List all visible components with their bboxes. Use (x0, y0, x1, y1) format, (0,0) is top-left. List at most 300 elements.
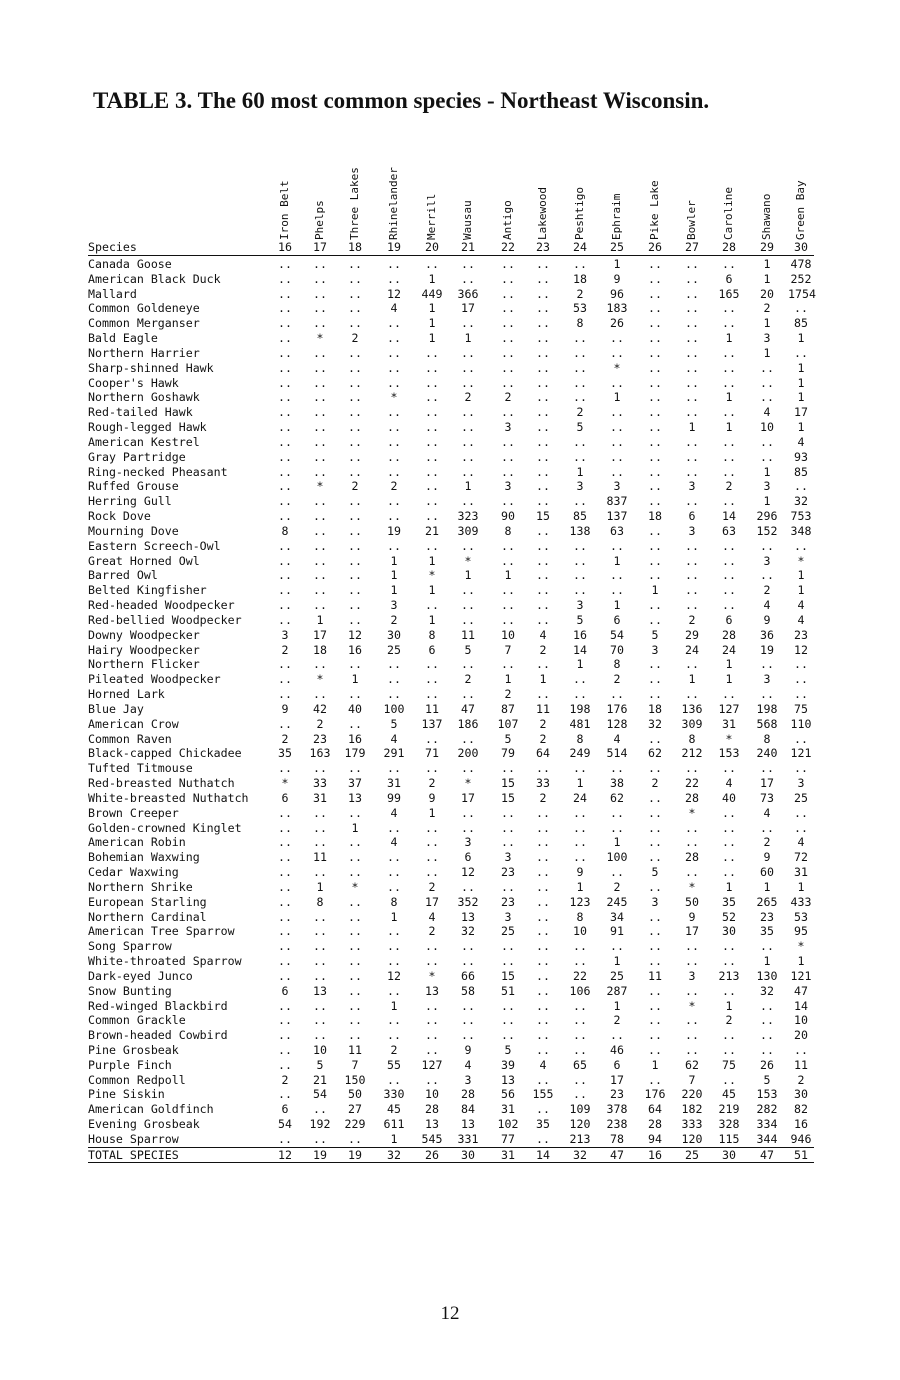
count-cell: .. (461, 687, 475, 702)
count-cell: 309 (457, 523, 479, 538)
count-cell: 4 (464, 1057, 472, 1072)
count-cell: 1 (797, 375, 805, 390)
count-cell: 53 (794, 909, 808, 924)
count-cell: .. (648, 820, 662, 835)
count-cell: .. (313, 257, 327, 271)
count-cell: .. (722, 405, 736, 420)
count-cell: .. (536, 909, 550, 924)
count-cell: .. (501, 761, 515, 776)
count-cell: .. (278, 538, 292, 553)
count-cell: .. (610, 538, 624, 553)
count-cell: 213 (718, 968, 740, 983)
count-cell: 24 (685, 642, 699, 657)
count-cell: 35 (722, 894, 736, 909)
count-cell: .. (648, 761, 662, 776)
count-cell: 2 (281, 1072, 289, 1087)
count-cell: 1 (428, 316, 436, 331)
count-cell: 75 (794, 701, 808, 716)
species-name: Bohemian Waxwing (88, 850, 200, 865)
count-cell: 45 (722, 1087, 736, 1102)
count-cell: .. (348, 865, 362, 880)
count-cell: .. (794, 301, 808, 316)
count-cell: .. (536, 583, 550, 598)
count-cell: 18 (648, 701, 662, 716)
count-cell: .. (685, 687, 699, 702)
count-cell: 1 (428, 331, 436, 346)
count-cell: 47 (794, 983, 808, 998)
count-cell: .. (425, 405, 439, 420)
count-cell: 3 (688, 968, 696, 983)
count-cell: 1 (428, 301, 436, 316)
count-cell: 3 (763, 479, 771, 494)
count-cell: .. (610, 405, 624, 420)
count-cell: .. (278, 286, 292, 301)
count-cell: * (797, 939, 805, 954)
count-cell: .. (794, 687, 808, 702)
count-cell: .. (313, 805, 327, 820)
count-cell: .. (648, 850, 662, 865)
count-cell: 433 (790, 894, 812, 909)
species-name: American Black Duck (88, 271, 221, 286)
count-cell: 8 (576, 731, 584, 746)
count-cell: .. (348, 301, 362, 316)
count-cell: 115 (718, 1131, 740, 1146)
total-cell: 30 (722, 1147, 736, 1162)
count-cell: .. (610, 939, 624, 954)
total-cell: 26 (425, 1147, 439, 1162)
count-cell: 153 (756, 1087, 778, 1102)
count-cell: .. (461, 939, 475, 954)
count-cell: .. (278, 479, 292, 494)
count-cell: .. (536, 375, 550, 390)
count-cell: 287 (606, 983, 628, 998)
count-cell: .. (313, 390, 327, 405)
count-cell: .. (573, 360, 587, 375)
count-cell: .. (610, 449, 624, 464)
count-cell: .. (536, 553, 550, 568)
location-number: 24 (573, 240, 587, 254)
count-cell: 128 (606, 716, 628, 731)
species-name: Blue Jay (88, 701, 144, 716)
count-cell: .. (461, 1013, 475, 1028)
count-cell: .. (387, 271, 401, 286)
count-cell: .. (501, 257, 515, 271)
count-cell: .. (685, 865, 699, 880)
species-name: Northern Cardinal (88, 909, 207, 924)
count-cell: 38 (610, 776, 624, 791)
count-cell: .. (348, 390, 362, 405)
count-cell: 106 (569, 983, 591, 998)
count-cell: .. (685, 568, 699, 583)
count-cell: 753 (790, 509, 812, 524)
count-cell: 837 (606, 494, 628, 509)
species-name: Northern Goshawk (88, 390, 200, 405)
count-cell: 30 (794, 1087, 808, 1102)
count-cell: 1 (316, 879, 324, 894)
count-cell: 1 (613, 553, 621, 568)
count-cell: .. (722, 983, 736, 998)
species-name: Eastern Screech-Owl (88, 538, 221, 553)
count-cell: 45 (387, 1102, 401, 1117)
count-cell: 1 (797, 568, 805, 583)
count-cell: .. (425, 420, 439, 435)
count-cell: .. (648, 360, 662, 375)
count-cell: .. (278, 1013, 292, 1028)
count-cell: .. (685, 598, 699, 613)
total-cell: 32 (573, 1147, 587, 1162)
count-cell: .. (313, 924, 327, 939)
count-cell: .. (648, 538, 662, 553)
species-name: Pine Siskin (88, 1087, 165, 1102)
count-cell: 14 (722, 509, 736, 524)
count-cell: .. (722, 687, 736, 702)
count-cell: 19 (760, 642, 774, 657)
total-cell: 16 (648, 1147, 662, 1162)
count-cell: .. (348, 1013, 362, 1028)
count-cell: .. (648, 405, 662, 420)
count-cell: 11 (313, 850, 327, 865)
count-cell: 1 (763, 494, 771, 509)
count-cell: .. (573, 1028, 587, 1043)
count-cell: 25 (610, 968, 624, 983)
count-cell: 198 (756, 701, 778, 716)
count-cell: .. (348, 716, 362, 731)
count-cell: .. (794, 731, 808, 746)
count-cell: .. (461, 612, 475, 627)
count-cell: 3 (763, 331, 771, 346)
count-cell: 9 (576, 865, 584, 880)
count-cell: 85 (573, 509, 587, 524)
count-cell: .. (501, 286, 515, 301)
count-cell: .. (461, 257, 475, 271)
species-name: Barred Owl (88, 568, 158, 583)
count-cell: .. (278, 434, 292, 449)
count-cell: .. (685, 390, 699, 405)
count-cell: 309 (681, 716, 703, 731)
count-cell: 8 (613, 657, 621, 672)
count-cell: 1 (428, 612, 436, 627)
count-cell: .. (313, 449, 327, 464)
count-cell: 449 (421, 286, 443, 301)
location-name: Pike Lake (648, 180, 661, 240)
count-cell: 5 (316, 1057, 324, 1072)
count-cell: .. (536, 405, 550, 420)
count-cell: 16 (573, 627, 587, 642)
count-cell: 4 (539, 1057, 547, 1072)
count-cell: 6 (428, 642, 436, 657)
count-cell: .. (685, 345, 699, 360)
count-cell: .. (685, 939, 699, 954)
count-cell: 17 (461, 301, 475, 316)
count-cell: 296 (756, 509, 778, 524)
count-cell: 32 (461, 924, 475, 939)
count-cell: 212 (681, 746, 703, 761)
count-cell: .. (425, 257, 439, 271)
count-cell: 323 (457, 509, 479, 524)
count-cell: 282 (756, 1102, 778, 1117)
count-cell: .. (425, 449, 439, 464)
count-cell: 15 (501, 968, 515, 983)
count-cell: 75 (722, 1057, 736, 1072)
species-name: Brown Creeper (88, 805, 179, 820)
count-cell: 1 (613, 390, 621, 405)
count-cell: .. (278, 954, 292, 968)
count-cell: 1 (576, 776, 584, 791)
count-cell: .. (461, 805, 475, 820)
count-cell: .. (648, 479, 662, 494)
count-cell: 348 (790, 523, 812, 538)
species-name: Sharp-shinned Hawk (88, 360, 214, 375)
count-cell: .. (536, 257, 550, 271)
count-cell: 8 (428, 627, 436, 642)
count-cell: .. (573, 583, 587, 598)
count-cell: .. (573, 1042, 587, 1057)
count-cell: 1 (576, 879, 584, 894)
count-cell: .. (425, 434, 439, 449)
count-cell: .. (425, 509, 439, 524)
count-cell: .. (501, 998, 515, 1013)
count-cell: .. (760, 568, 774, 583)
total-cell: 31 (501, 1147, 515, 1162)
count-cell: .. (387, 345, 401, 360)
count-cell: .. (387, 850, 401, 865)
count-cell: .. (536, 850, 550, 865)
species-name: Red-headed Woodpecker (88, 598, 235, 613)
count-cell: 6 (688, 509, 696, 524)
count-cell: 245 (606, 894, 628, 909)
count-cell: 63 (722, 523, 736, 538)
count-cell: 3 (651, 642, 659, 657)
count-cell: .. (313, 820, 327, 835)
count-cell: 84 (461, 1102, 475, 1117)
count-cell: .. (313, 301, 327, 316)
count-cell: 94 (648, 1131, 662, 1146)
count-cell: 25 (501, 924, 515, 939)
count-cell: .. (387, 509, 401, 524)
count-cell: 1 (390, 553, 398, 568)
count-cell: .. (313, 687, 327, 702)
count-cell: .. (536, 434, 550, 449)
count-cell: .. (648, 464, 662, 479)
count-cell: .. (313, 286, 327, 301)
species-name: Mourning Dove (88, 523, 179, 538)
count-cell: .. (387, 1072, 401, 1087)
count-cell: 85 (794, 316, 808, 331)
count-cell: 20 (760, 286, 774, 301)
count-cell: .. (648, 805, 662, 820)
count-cell: 2 (539, 731, 547, 746)
count-cell: 8 (316, 894, 324, 909)
count-cell: 137 (421, 716, 443, 731)
total-cell: 25 (685, 1147, 699, 1162)
count-cell: 46 (610, 1042, 624, 1057)
count-cell: 17 (685, 924, 699, 939)
count-cell: 2 (464, 390, 472, 405)
count-cell: 10 (313, 1042, 327, 1057)
count-cell: .. (536, 598, 550, 613)
count-cell: 3 (464, 835, 472, 850)
count-cell: * (351, 879, 359, 894)
total-cell: 12 (278, 1147, 292, 1162)
count-cell: 87 (501, 701, 515, 716)
count-cell: .. (760, 434, 774, 449)
count-cell: 70 (610, 642, 624, 657)
count-cell: .. (278, 761, 292, 776)
count-cell: 15 (536, 509, 550, 524)
count-cell: 4 (763, 805, 771, 820)
count-cell: 1 (763, 345, 771, 360)
count-cell: .. (501, 405, 515, 420)
count-cell: .. (685, 286, 699, 301)
count-cell: .. (461, 538, 475, 553)
count-cell: .. (648, 1042, 662, 1057)
count-cell: .. (348, 345, 362, 360)
count-cell: .. (501, 301, 515, 316)
count-cell: .. (573, 954, 587, 968)
count-cell: .. (348, 598, 362, 613)
count-cell: 4 (539, 627, 547, 642)
count-cell: 2 (651, 776, 659, 791)
count-cell: 291 (383, 746, 405, 761)
count-cell: 4 (797, 835, 805, 850)
count-cell: * (428, 968, 436, 983)
count-cell: 1 (763, 257, 771, 271)
count-cell: .. (722, 954, 736, 968)
count-cell: .. (722, 583, 736, 598)
count-cell: .. (348, 316, 362, 331)
count-cell: .. (685, 583, 699, 598)
count-cell: .. (278, 1042, 292, 1057)
count-cell: 11 (348, 1042, 362, 1057)
location-name: Merrill (425, 193, 438, 240)
count-cell: .. (536, 301, 550, 316)
count-cell: .. (794, 672, 808, 687)
count-cell: .. (722, 553, 736, 568)
count-cell: .. (573, 345, 587, 360)
count-cell: .. (348, 375, 362, 390)
count-cell: 1 (390, 998, 398, 1013)
count-cell: 15 (501, 776, 515, 791)
species-name: Northern Shrike (88, 879, 193, 894)
count-cell: .. (387, 820, 401, 835)
location-number: 30 (794, 240, 808, 254)
count-cell: .. (760, 761, 774, 776)
count-cell: 176 (644, 1087, 666, 1102)
count-cell: 12 (348, 627, 362, 642)
count-cell: 23 (501, 894, 515, 909)
count-cell: .. (536, 939, 550, 954)
count-cell: 10 (501, 627, 515, 642)
count-cell: 28 (685, 790, 699, 805)
count-cell: .. (425, 820, 439, 835)
count-cell: .. (722, 375, 736, 390)
count-cell: 33 (536, 776, 550, 791)
count-cell: .. (722, 494, 736, 509)
count-cell: .. (648, 598, 662, 613)
count-cell: * (464, 553, 472, 568)
species-name: Cooper's Hawk (88, 375, 179, 390)
count-cell: 2 (613, 1013, 621, 1028)
count-cell: 9 (464, 1042, 472, 1057)
count-cell: .. (501, 434, 515, 449)
count-cell: 1 (428, 271, 436, 286)
count-cell: .. (425, 1028, 439, 1043)
count-cell: 2 (390, 479, 398, 494)
count-cell: .. (348, 805, 362, 820)
count-cell: .. (278, 612, 292, 627)
count-cell: .. (425, 479, 439, 494)
count-cell: .. (536, 345, 550, 360)
count-cell: 4 (390, 805, 398, 820)
count-cell: .. (685, 331, 699, 346)
count-cell: .. (501, 360, 515, 375)
count-cell: .. (536, 761, 550, 776)
count-cell: 2 (351, 479, 359, 494)
count-cell: .. (648, 390, 662, 405)
count-cell: .. (685, 257, 699, 271)
count-cell: 1 (390, 1131, 398, 1146)
count-cell: .. (461, 583, 475, 598)
species-name: Downy Woodpecker (88, 627, 200, 642)
count-cell: .. (348, 612, 362, 627)
count-cell: .. (313, 360, 327, 375)
count-cell: .. (501, 553, 515, 568)
count-cell: .. (461, 449, 475, 464)
count-cell: 17 (313, 627, 327, 642)
count-cell: .. (536, 360, 550, 375)
count-cell: .. (501, 345, 515, 360)
count-cell: .. (278, 968, 292, 983)
count-cell: 2 (576, 286, 584, 301)
count-cell: 5 (504, 731, 512, 746)
count-cell: 52 (722, 909, 736, 924)
count-cell: 27 (348, 1102, 362, 1117)
count-cell: .. (387, 983, 401, 998)
count-cell: .. (536, 464, 550, 479)
count-cell: 63 (610, 523, 624, 538)
count-cell: 110 (790, 716, 812, 731)
count-cell: 2 (504, 687, 512, 702)
count-cell: 3 (688, 523, 696, 538)
count-cell: 9 (763, 612, 771, 627)
count-cell: 66 (461, 968, 475, 983)
count-cell: 96 (610, 286, 624, 301)
count-cell: 4 (763, 405, 771, 420)
count-cell: .. (501, 954, 515, 968)
count-cell: .. (722, 360, 736, 375)
count-cell: 13 (425, 983, 439, 998)
count-cell: 378 (606, 1102, 628, 1117)
count-cell: 11 (536, 701, 550, 716)
count-cell: .. (278, 805, 292, 820)
count-cell: .. (536, 420, 550, 435)
count-cell: .. (685, 494, 699, 509)
count-cell: .. (536, 1028, 550, 1043)
count-cell: 9 (281, 701, 289, 716)
count-cell: .. (313, 553, 327, 568)
count-cell: 10 (794, 1013, 808, 1028)
count-cell: 219 (718, 1102, 740, 1117)
count-cell: .. (425, 657, 439, 672)
location-name: Wausau (461, 200, 474, 240)
count-cell: .. (278, 850, 292, 865)
count-cell: .. (648, 271, 662, 286)
count-cell: 19 (387, 523, 401, 538)
total-cell: 47 (610, 1147, 624, 1162)
count-cell: 1 (613, 257, 621, 271)
count-cell: 25 (387, 642, 401, 657)
count-cell: .. (387, 331, 401, 346)
